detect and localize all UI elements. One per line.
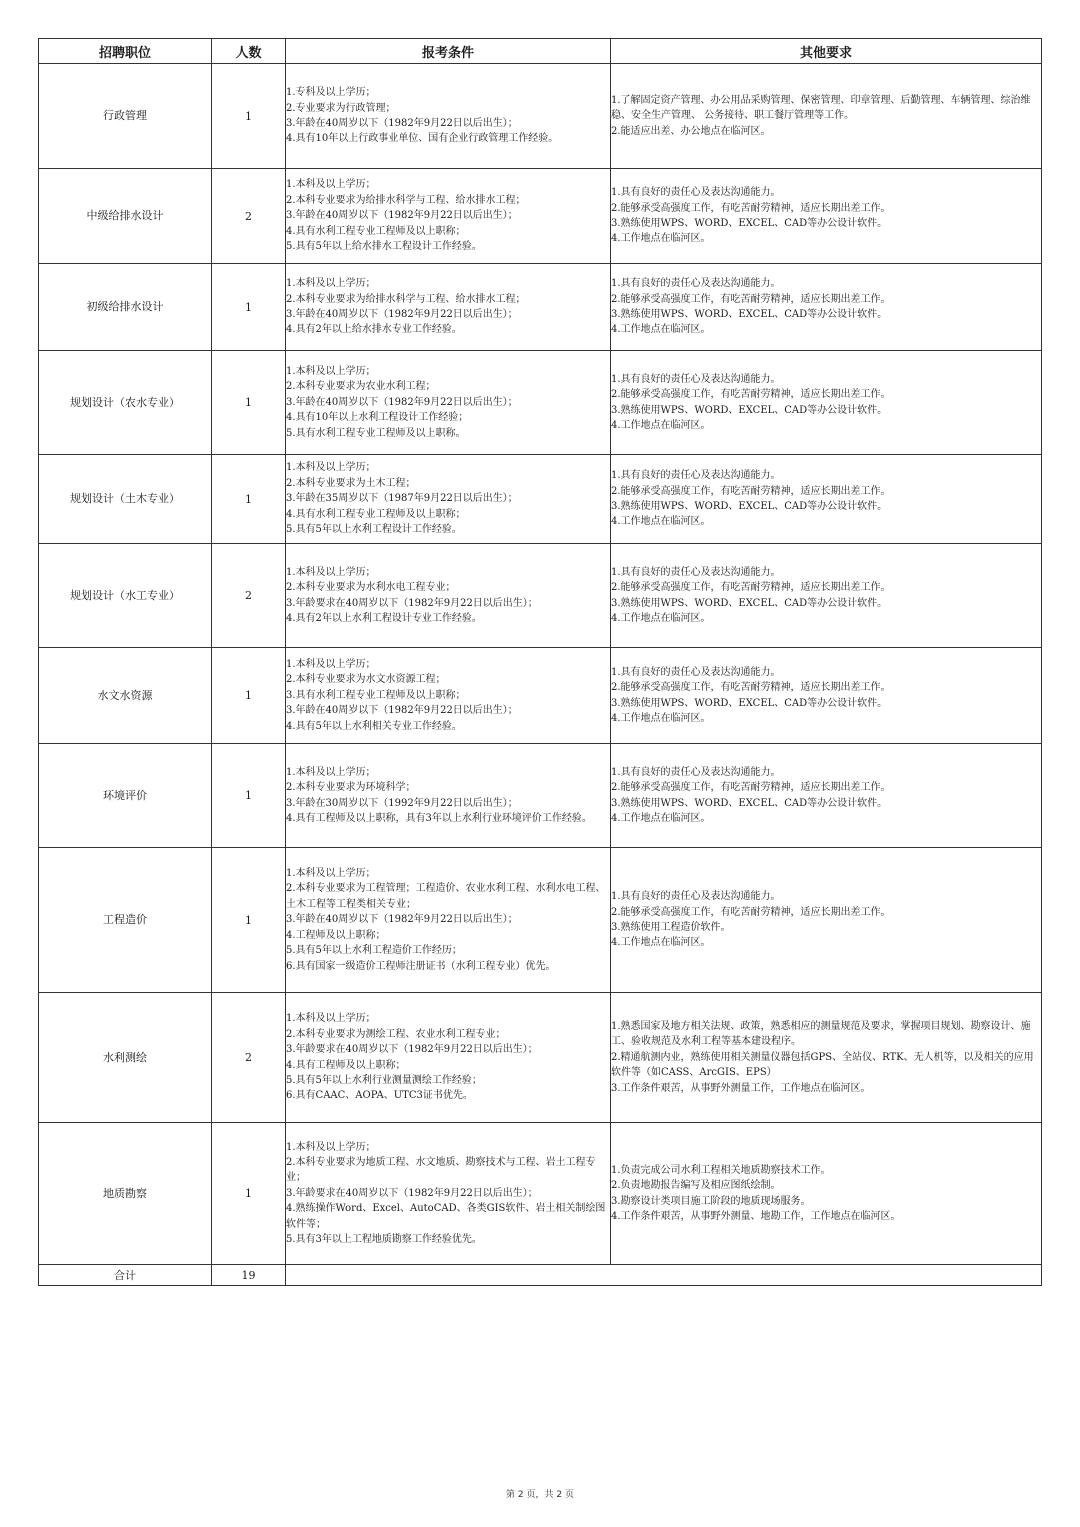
condition-line: 3.年龄在40周岁以下（1982年9月22日以后出生）； <box>286 396 518 408</box>
requirement-line: 1.具有良好的责任心及表达沟通能力。 <box>611 278 781 290</box>
table-row <box>39 848 1042 993</box>
total-empty-cell <box>286 1265 1042 1286</box>
count-cell: 1 <box>212 848 286 993</box>
condition-line: 6.具有国家一级造价工程师注册证书（水利工程专业）优先。 <box>286 960 556 972</box>
requirement-line: 2.能够承受高强度工作，有吃苦耐劳精神，适应长期出差工作。 <box>611 682 891 694</box>
count-cell: 1 <box>212 1123 286 1265</box>
requirement-line: 1.具有良好的责任心及表达沟通能力。 <box>611 566 781 578</box>
requirement-line: 1.具有良好的责任心及表达沟通能力。 <box>611 891 781 903</box>
requirements-cell <box>611 648 1042 744</box>
position-cell: 水文水资源 <box>39 648 212 744</box>
condition-line: 3.年龄要求在40周岁以下（1982年9月22日以后出生）； <box>286 1187 538 1199</box>
condition-line: 4.熟练操作Word、Excel、AutoCAD、各类GIS软件、岩土相关制绘图软件等； <box>286 1203 606 1230</box>
condition-line: 6.具有CAAC、AOPA、UTC3证书优先。 <box>286 1090 473 1102</box>
conditions-cell <box>286 169 611 264</box>
requirement-line: 2.能够承受高强度工作，有吃苦耐劳精神，适应长期出差工作。 <box>611 202 891 214</box>
count-cell: 1 <box>212 744 286 848</box>
table-row <box>39 169 1042 264</box>
count-cell: 1 <box>212 351 286 455</box>
recruitment-table <box>38 38 1042 1286</box>
table-row <box>39 351 1042 455</box>
count-cell: 1 <box>212 455 286 544</box>
position-cell: 规划设计（农水专业） <box>39 351 212 455</box>
condition-line: 5.具有水利工程专业工程师及以上职称。 <box>286 427 466 439</box>
requirement-line: 2.能够承受高强度工作，有吃苦耐劳精神，适应长期出差工作。 <box>611 389 891 401</box>
count-cell: 2 <box>212 544 286 648</box>
conditions-cell <box>286 64 611 169</box>
header-conditions: 报考条件 <box>286 39 611 64</box>
requirement-line: 4.工作地点在临河区。 <box>611 937 711 949</box>
requirement-line: 4.工作地点在临河区。 <box>611 812 711 824</box>
table-row <box>39 64 1042 169</box>
requirements-cell <box>611 64 1042 169</box>
condition-line: 3.年龄在40周岁以下（1982年9月22日以后出生）； <box>286 210 518 222</box>
position-cell: 工程造价 <box>39 848 212 993</box>
condition-line: 5.具有5年以上水利工程设计工作经验。 <box>286 524 462 536</box>
condition-line: 2.本科专业要求为地质工程、水文地质、勘察技术与工程、岩土工程专业； <box>286 1156 596 1184</box>
requirements-cell <box>611 848 1042 993</box>
position-cell: 规划设计（水工专业） <box>39 544 212 648</box>
condition-line: 1.本科及以上学历； <box>286 179 376 191</box>
requirements-cell <box>611 351 1042 455</box>
condition-line: 2.专业要求为行政管理； <box>286 102 396 114</box>
requirement-line: 4.工作条件艰苦，从事野外测量、地勘工作，工作地点在临河区。 <box>611 1210 901 1222</box>
requirement-line: 3.熟练使用WPS、WORD、EXCEL、CAD等办公设计软件。 <box>611 309 888 320</box>
position-cell: 规划设计（土木专业） <box>39 455 212 544</box>
requirements-cell <box>611 993 1042 1123</box>
table-row <box>39 744 1042 848</box>
condition-line: 3.年龄要求在40周岁以下（1982年9月22日以后出生）； <box>286 597 538 609</box>
position-cell: 环境评价 <box>39 744 212 848</box>
condition-line: 1.本科及以上学历； <box>286 278 376 290</box>
conditions-cell <box>286 848 611 993</box>
position-cell: 水利测绘 <box>39 993 212 1123</box>
page-footer: 第 2 页，共 2 页 <box>506 1490 574 1500</box>
requirement-line: 3.熟练使用WPS、WORD、EXCEL、CAD等办公设计软件。 <box>611 697 888 709</box>
count-cell: 1 <box>212 64 286 169</box>
total-count: 19 <box>212 1265 286 1286</box>
count-cell: 1 <box>212 648 286 744</box>
requirement-line: 2.能够承受高强度工作，有吃苦耐劳精神，适应长期出差工作。 <box>611 906 891 918</box>
condition-line: 2.本科专业要求为工程管理；工程造价、农业水利工程、水利水电工程、土木工程等工程类相关专业； <box>286 883 606 910</box>
requirement-line: 1.具有良好的责任心及表达沟通能力。 <box>611 766 781 778</box>
requirement-line: 1.具有良好的责任心及表达沟通能力。 <box>611 666 781 678</box>
requirement-line: 1.了解固定资产管理、办公用品采购管理、保密管理、印章管理、后勤管理、车辆管理、综治维稳、安全生产管理、 公务接待、职工餐厅管理等工作。 <box>611 94 1031 122</box>
requirement-line: 4.工作地点在临河区。 <box>611 324 711 336</box>
table-row <box>39 264 1042 351</box>
condition-line: 2.本科专业要求为水文水资源工程； <box>286 674 446 686</box>
position-cell: 行政管理 <box>39 64 212 169</box>
condition-line: 4.工程师及以上职称； <box>286 929 386 941</box>
condition-line: 3.年龄在40周岁以下（1982年9月22日以后出生）； <box>286 309 518 320</box>
condition-line: 4.具有10年以上水利工程设计工作经验； <box>286 412 469 424</box>
total-label: 合计 <box>39 1265 212 1286</box>
requirement-line: 2.能够承受高强度工作，有吃苦耐劳精神，适应长期出差工作。 <box>611 485 891 497</box>
header-position: 招聘职位 <box>39 39 212 64</box>
requirement-line: 2.能够承受高强度工作，有吃苦耐劳精神，适应长期出差工作。 <box>611 782 891 794</box>
condition-line: 4.具有工程师及以上职称，具有3年以上水利行业环境评价工作经验。 <box>286 812 592 824</box>
condition-line: 3.年龄在40周岁以下（1982年9月22日以后出生）； <box>286 118 518 129</box>
requirement-line: 4.工作地点在临河区。 <box>611 712 711 724</box>
conditions-cell <box>286 455 611 544</box>
header-requirements: 其他要求 <box>611 39 1042 64</box>
condition-line: 4.具有10年以上行政事业单位、国有企业行政管理工作经验。 <box>286 133 559 145</box>
requirement-line: 4.工作地点在临河区。 <box>611 516 711 528</box>
requirement-line: 3.熟练使用WPS、WORD、EXCEL、CAD等办公设计软件。 <box>611 797 888 809</box>
condition-line: 1.本科及以上学历； <box>286 1013 376 1025</box>
conditions-cell <box>286 648 611 744</box>
total-row <box>39 1265 1042 1286</box>
condition-line: 1.本科及以上学历； <box>286 658 376 670</box>
position-cell: 地质勘察 <box>39 1123 212 1265</box>
header-count: 人数 <box>212 39 286 64</box>
requirements-cell <box>611 544 1042 648</box>
requirement-line: 3.熟练使用WPS、WORD、EXCEL、CAD等办公设计软件。 <box>611 501 888 512</box>
condition-line: 2.本科专业要求为给排水科学与工程、给水排水工程； <box>286 293 526 305</box>
table-row <box>39 993 1042 1123</box>
table-row <box>39 648 1042 744</box>
requirements-cell <box>611 1123 1042 1265</box>
condition-line: 2.本科专业要求为测绘工程、农业水利工程专业； <box>286 1028 506 1040</box>
requirement-line: 4.工作地点在临河区。 <box>611 612 711 624</box>
requirement-line: 4.工作地点在临河区。 <box>611 233 711 245</box>
table-row <box>39 455 1042 544</box>
requirement-line: 3.熟练使用WPS、WORD、EXCEL、CAD等办公设计软件。 <box>611 597 888 609</box>
header-row <box>39 39 1042 64</box>
condition-line: 4.具有5年以上水利相关专业工作经验。 <box>286 720 462 732</box>
condition-line: 4.具有水利工程专业工程师及以上职称； <box>286 225 466 237</box>
condition-line: 4.具有2年以上水利工程设计专业工作经验。 <box>286 612 482 624</box>
condition-line: 5.具有5年以上水利行业测量测绘工作经验； <box>286 1074 482 1086</box>
position-cell: 中级给排水设计 <box>39 169 212 264</box>
requirement-line: 2.能够承受高强度工作，有吃苦耐劳精神，适应长期出差工作。 <box>611 582 891 594</box>
conditions-cell <box>286 744 611 848</box>
condition-line: 2.本科专业要求为农业水利工程； <box>286 381 436 393</box>
condition-line: 3.年龄要求在40周岁以下（1982年9月22日以后出生）； <box>286 1044 538 1056</box>
table-row <box>39 544 1042 648</box>
count-cell: 1 <box>212 264 286 351</box>
condition-line: 3.年龄在40周岁以下（1982年9月22日以后出生）； <box>286 914 518 926</box>
condition-line: 1.本科及以上学历； <box>286 365 376 377</box>
condition-line: 2.本科专业要求为水利水电工程专业； <box>286 582 456 594</box>
requirement-line: 2.能够承受高强度工作，有吃苦耐劳精神，适应长期出差工作。 <box>611 293 891 305</box>
condition-line: 1.本科及以上学历； <box>286 1141 376 1153</box>
requirements-cell <box>611 264 1042 351</box>
condition-line: 3.年龄在40周岁以下（1982年9月22日以后出生）； <box>286 705 518 717</box>
condition-line: 1.本科及以上学历； <box>286 462 376 474</box>
conditions-cell <box>286 264 611 351</box>
condition-line: 3.年龄在30周岁以下（1992年9月22日以后出生）； <box>286 797 518 809</box>
requirement-line: 2.精通航测内业，熟练使用相关测量仪器包括GPS、全站仪、RTK、无人机等，以及相关的应用软件等（如CASS、ArcGIS、EPS） <box>611 1051 1034 1079</box>
position-cell: 初级给排水设计 <box>39 264 212 351</box>
requirement-line: 3.熟练使用WPS、WORD、EXCEL、CAD等办公设计软件。 <box>611 218 888 229</box>
requirement-line: 1.负责完成公司水利工程相关地质勘察技术工作。 <box>611 1164 831 1176</box>
condition-line: 2.本科专业要求为土木工程； <box>286 477 416 489</box>
requirement-line: 3.熟练使用WPS、WORD、EXCEL、CAD等办公设计软件。 <box>611 404 888 416</box>
requirement-line: 3.熟练使用工程造价软件。 <box>611 922 731 933</box>
condition-line: 3.年龄在35周岁以下（1987年9月22日以后出生）； <box>286 493 518 505</box>
table-row <box>39 1123 1042 1265</box>
count-cell: 2 <box>212 169 286 264</box>
conditions-cell <box>286 993 611 1123</box>
requirement-line: 2.能适应出差、办公地点在临河区。 <box>611 125 771 137</box>
condition-line: 5.具有3年以上工程地质勘察工作经验优先。 <box>286 1234 482 1246</box>
requirement-line: 4.工作地点在临河区。 <box>611 419 711 431</box>
count-cell: 2 <box>212 993 286 1123</box>
condition-line: 1.专科及以上学历； <box>286 87 376 99</box>
conditions-cell <box>286 1123 611 1265</box>
requirement-line: 3.工作条件艰苦，从事野外测量工作，工作地点在临河区。 <box>611 1082 871 1094</box>
condition-line: 5.具有5年以上水利工程造价工作经历； <box>286 945 462 957</box>
condition-line: 1.本科及以上学历； <box>286 766 376 778</box>
requirements-cell <box>611 169 1042 264</box>
requirements-cell <box>611 744 1042 848</box>
condition-line: 2.本科专业要求为环境科学； <box>286 782 416 794</box>
condition-line: 2.本科专业要求为给排水科学与工程、给水排水工程； <box>286 194 526 206</box>
condition-line: 4.具有工程师及以上职称； <box>286 1059 406 1071</box>
requirement-line: 2.负责地勘报告编写及相应图纸绘制。 <box>611 1180 781 1192</box>
requirement-line: 1.具有良好的责任心及表达沟通能力。 <box>611 187 781 199</box>
requirement-line: 1.具有良好的责任心及表达沟通能力。 <box>611 470 781 482</box>
conditions-cell <box>286 351 611 455</box>
requirement-line: 3.勘察设计类项目施工阶段的地质现场服务。 <box>611 1195 811 1207</box>
requirement-line: 1.具有良好的责任心及表达沟通能力。 <box>611 373 781 385</box>
condition-line: 1.本科及以上学历； <box>286 868 376 880</box>
condition-line: 4.具有2年以上给水排水专业工作经验。 <box>286 324 462 336</box>
condition-line: 1.本科及以上学历； <box>286 566 376 578</box>
requirement-line: 1.熟悉国家及地方相关法规、政策，熟悉相应的测量规范及要求，掌握项目规划、勘察设计、施工、验收规范及水利工程等基本建设程序。 <box>611 1020 1031 1048</box>
condition-line: 3.具有水利工程专业工程师及以上职称； <box>286 689 466 701</box>
requirements-cell <box>611 455 1042 544</box>
conditions-cell <box>286 544 611 648</box>
condition-line: 5.具有5年以上给水排水工程设计工作经验。 <box>286 241 482 253</box>
condition-line: 4.具有水利工程专业工程师及以上职称； <box>286 508 466 520</box>
